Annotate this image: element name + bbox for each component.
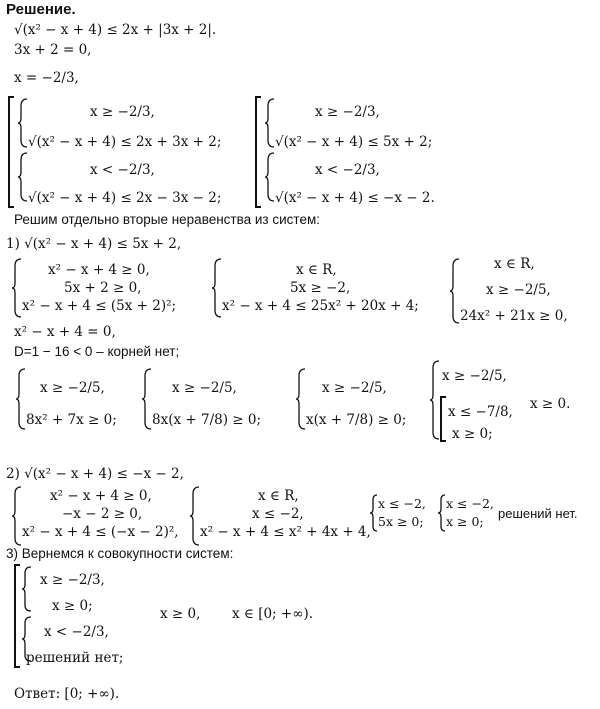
system-row: x ≥ −2/3, [40,572,105,588]
system-row: √(x² − x + 4) ≤ 2x + 3x + 2; [28,134,222,150]
system-row: x ≥ 0; [452,426,493,442]
system-row: x ∈ R, [296,262,337,278]
system-row: x ≥ −2/5, [486,282,551,298]
system-row: 8x(x + 7/8) ≥ 0; [152,412,262,428]
system-row: x² − x + 4 ≤ (−x − 2)², [22,524,179,540]
heading: Решение. [6,1,76,18]
brace [265,98,275,148]
system-row: x ≤ −2, [446,496,494,511]
system-row: x ≥ −2/3, [315,104,380,120]
system-row: x ≤ −7/8, [448,404,513,420]
system-row: x ≥ −2/3, [90,104,155,120]
system-row: −x − 2 ≥ 0, [62,506,143,522]
root-line: x = −2/3, [14,70,79,86]
system-row: x ∈ R, [494,256,535,272]
system-row: √(x² − x + 4) ≤ 2x − 3x − 2; [28,190,222,206]
result-e-right: x ∈ [0; +∞). [232,606,313,622]
brace [12,258,22,318]
brace [212,258,222,318]
system-row: решений нет; [26,650,124,666]
system-row: x ≥ −2/5, [40,380,105,396]
system-row: x ≥ 0; [52,598,93,614]
system-row: 5x + 2 ≥ 0, [64,280,142,296]
inequality-original: √(x² − x + 4) ≤ 2x + |3x + 2|. [14,22,217,38]
brace [190,486,200,546]
system-row: 5x ≥ 0; [378,514,424,529]
brace [265,152,275,202]
resolve-text: Решим отдельно вторые неравенства из систем: [14,212,320,227]
system-row: x(x + 7/8) ≥ 0; [306,412,407,428]
brace [438,494,446,532]
result-c: x ≥ 0. [530,396,571,412]
system-row: 5x ≥ −2, [290,280,351,296]
set-bracket [440,396,446,442]
system-row: x² − x + 4 ≥ 0, [48,262,150,278]
discriminant-text: D=1 − 16 < 0 – корней нет; [14,344,180,359]
system-row: √(x² − x + 4) ≤ −x − 2. [275,190,435,206]
system-row: x < −2/3, [315,162,380,178]
answer-line: Ответ: [0; +∞). [14,686,120,702]
set-bracket [8,96,14,208]
brace [16,368,26,430]
system-row: 8x² + 7x ≥ 0; [26,412,117,428]
system-row: x ≥ −2/5, [322,380,387,396]
system-row: x² − x + 4 ≤ x² + 4x + 4, [200,524,371,540]
system-row: x² − x + 4 ≤ 25x² + 20x + 4; [222,298,419,314]
brace [12,486,22,546]
part-2-line: 2) √(x² − x + 4) ≤ −x − 2, [6,466,184,482]
equation-discriminant: x² − x + 4 = 0, [14,324,116,340]
part-3-line: 3) Вернемся к совокупности систем: [6,546,234,561]
system-row: x ≥ −2/5, [442,368,507,384]
brace [142,368,152,430]
system-row: x ∈ R, [258,488,299,504]
system-row: x ≥ 0; [446,514,484,529]
result-e-mid: x ≥ 0, [160,606,201,622]
brace [430,360,440,440]
system-row: √(x² − x + 4) ≤ 5x + 2; [275,134,433,150]
set-bracket [14,564,20,668]
brace [18,98,28,148]
system-row: x < −2/3, [90,162,155,178]
system-row: x² − x + 4 ≤ (5x + 2)²; [22,298,177,314]
system-row: x² − x + 4 ≥ 0, [50,488,152,504]
result-d: решений нет. [498,506,578,521]
set-bracket [255,96,261,208]
system-row: x ≤ −2, [252,506,304,522]
brace [370,494,378,532]
part-1-line: 1) √(x² − x + 4) ≤ 5x + 2, [6,236,182,252]
brace [450,258,460,324]
brace [22,566,32,612]
brace [296,368,306,430]
equation-zero: 3x + 2 = 0, [14,42,92,58]
brace [18,152,28,202]
system-row: 24x² + 21x ≥ 0, [460,308,568,324]
system-row: x ≤ −2, [378,496,426,511]
system-row: x < −2/3, [44,624,109,640]
system-row: x ≥ −2/5, [172,380,237,396]
